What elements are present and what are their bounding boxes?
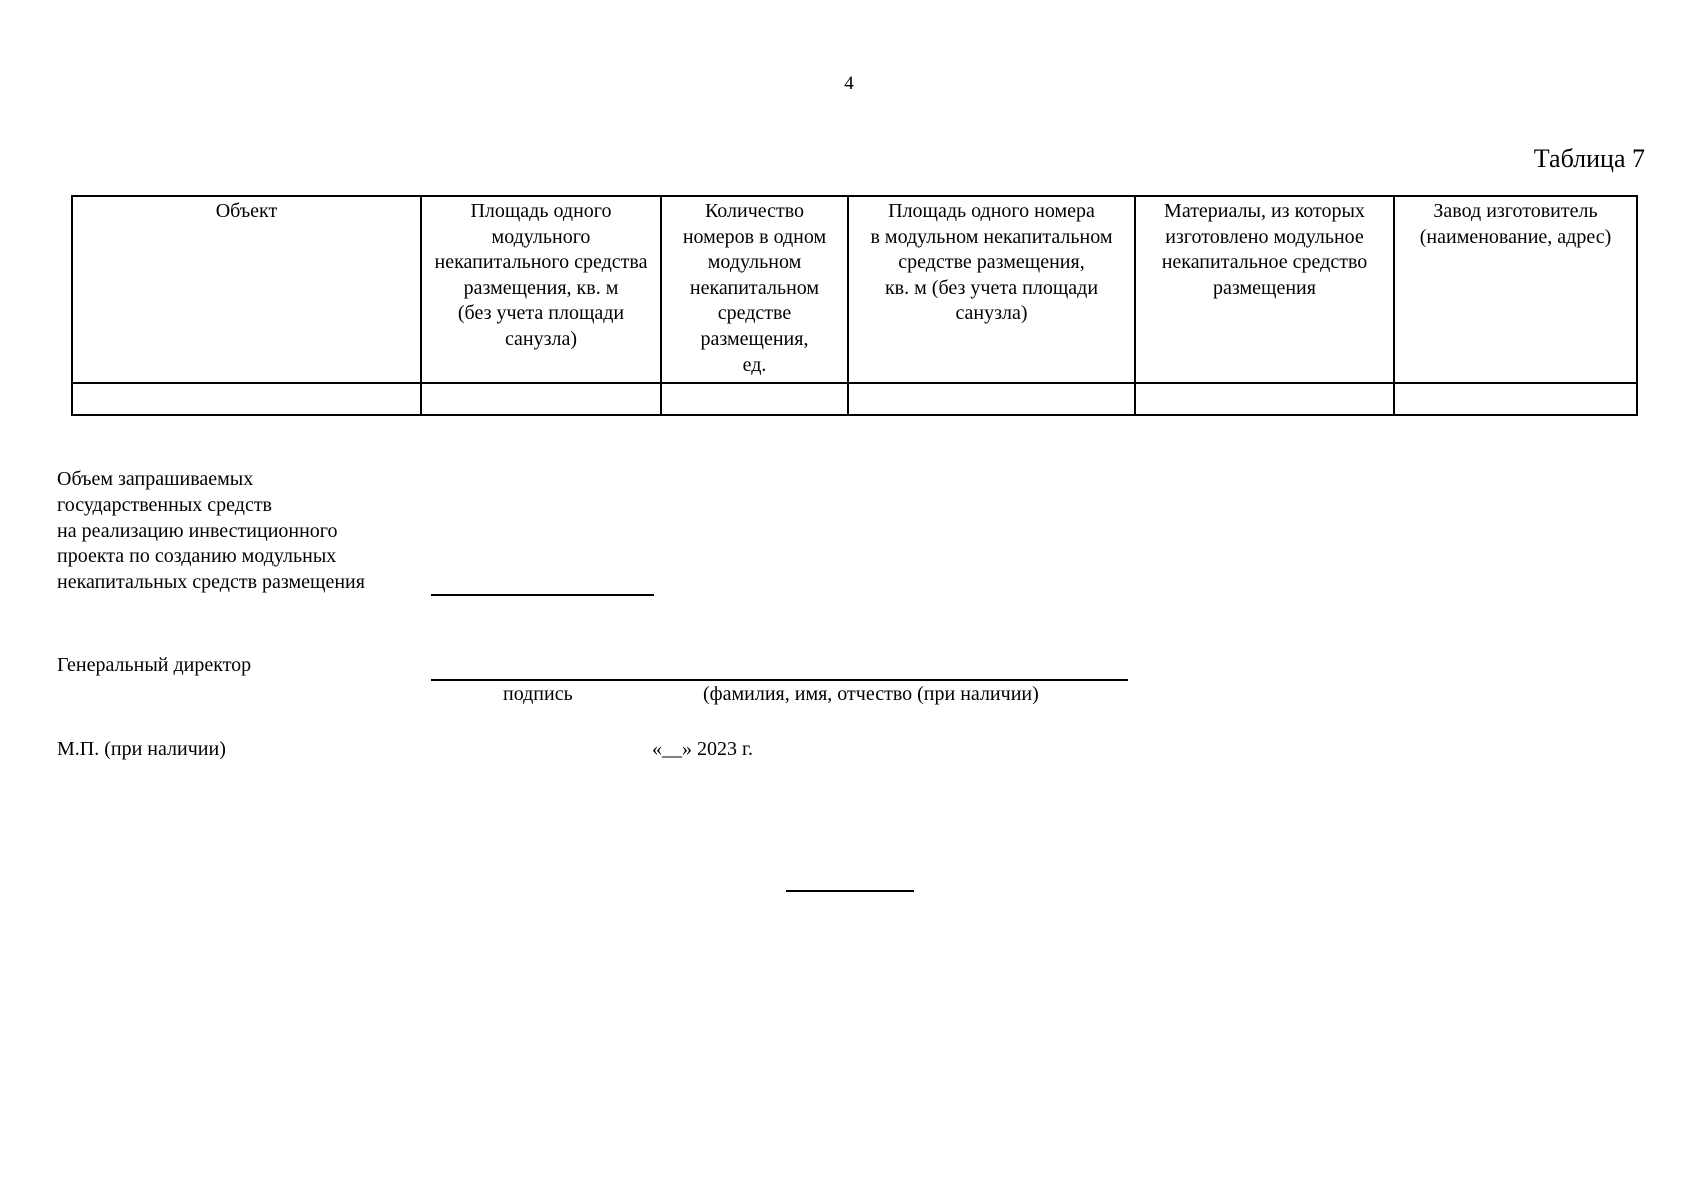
page-number: 4 [844,73,854,94]
signature-input-line[interactable] [431,679,1128,681]
end-of-document-divider [786,890,914,892]
table-cell[interactable] [1135,383,1394,415]
column-header-materials: Материалы, из которых изготовлено модульное некапитальное средство размещения [1135,196,1394,383]
column-header-room-count: Количество номеров в одном модульном некапитальном средстве размещения, ед. [661,196,848,383]
column-header-unit-area: Площадь одного модульного некапитального средства размещения, кв. м (без учета площади санузла) [421,196,661,383]
signature-caption: подпись [503,683,573,705]
table-caption: Таблица 7 [1533,144,1645,173]
column-header-manufacturer: Завод изготовитель (наименование, адрес) [1394,196,1637,383]
data-table [71,195,1638,416]
full-name-caption: (фамилия, имя, отчество (при наличии) [703,683,1039,705]
column-header-object: Объект [72,196,421,383]
table-cell[interactable] [848,383,1135,415]
table-header-row [72,196,1637,383]
director-label: Генеральный директор [57,654,252,676]
table-row [72,383,1637,415]
stamp-label: М.П. (при наличии) [57,738,226,760]
table-cell[interactable] [661,383,848,415]
requested-funds-input-line[interactable] [431,594,654,596]
table-cell[interactable] [1394,383,1637,415]
date-field: «__» 2023 г. [652,738,753,760]
requested-funds-label: Объем запрашиваемых государственных средств на реализацию инвестиционного проекта по созданию модульных некапитальных средств размещения [57,468,365,594]
table-cell[interactable] [421,383,661,415]
column-header-room-area: Площадь одного номера в модульном некапитальном средстве размещения, кв. м (без учета площади санузла) [848,196,1135,383]
table-cell[interactable] [72,383,421,415]
